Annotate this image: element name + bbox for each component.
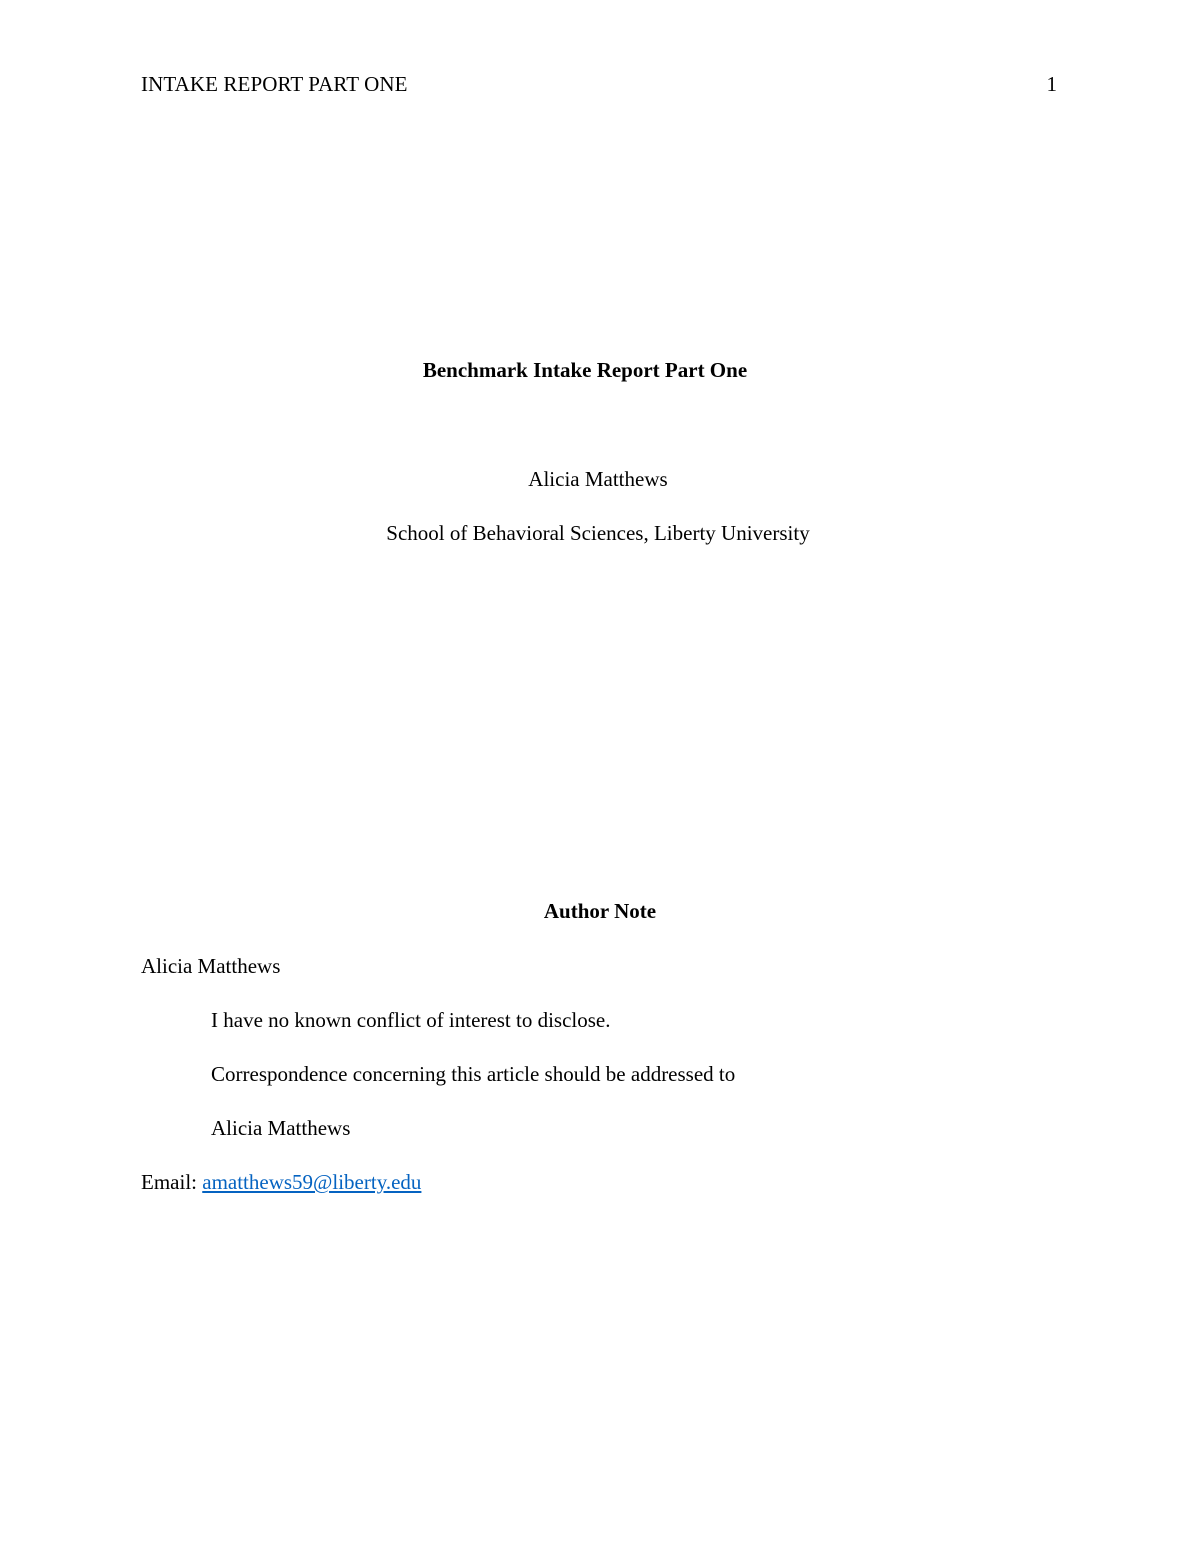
- conflict-of-interest-statement: I have no known conflict of interest to disclose.: [211, 1008, 611, 1032]
- author-name-text: Alicia Matthews: [528, 467, 668, 491]
- author-note-heading: Author Note: [543, 899, 657, 923]
- author-affiliation: [0, 521, 1200, 546]
- document-title-text: Benchmark Intake Report Part One: [422, 358, 748, 382]
- correspondence-statement: Correspondence concerning this article should be addressed to: [211, 1062, 736, 1086]
- document-title: [0, 358, 1200, 383]
- email-link[interactable]: amatthews59@liberty.edu: [202, 1170, 422, 1194]
- email-line: [141, 1170, 421, 1195]
- author-affiliation-text: School of Behavioral Sciences, Liberty University: [386, 521, 810, 545]
- email-label: Email:: [141, 1170, 203, 1194]
- author-name: [0, 467, 1200, 492]
- page-number: 1: [1046, 72, 1057, 96]
- author-note-name: Alicia Matthews: [141, 954, 281, 978]
- correspondence-contact-name: Alicia Matthews: [211, 1116, 351, 1140]
- running-head: INTAKE REPORT PART ONE: [141, 72, 408, 96]
